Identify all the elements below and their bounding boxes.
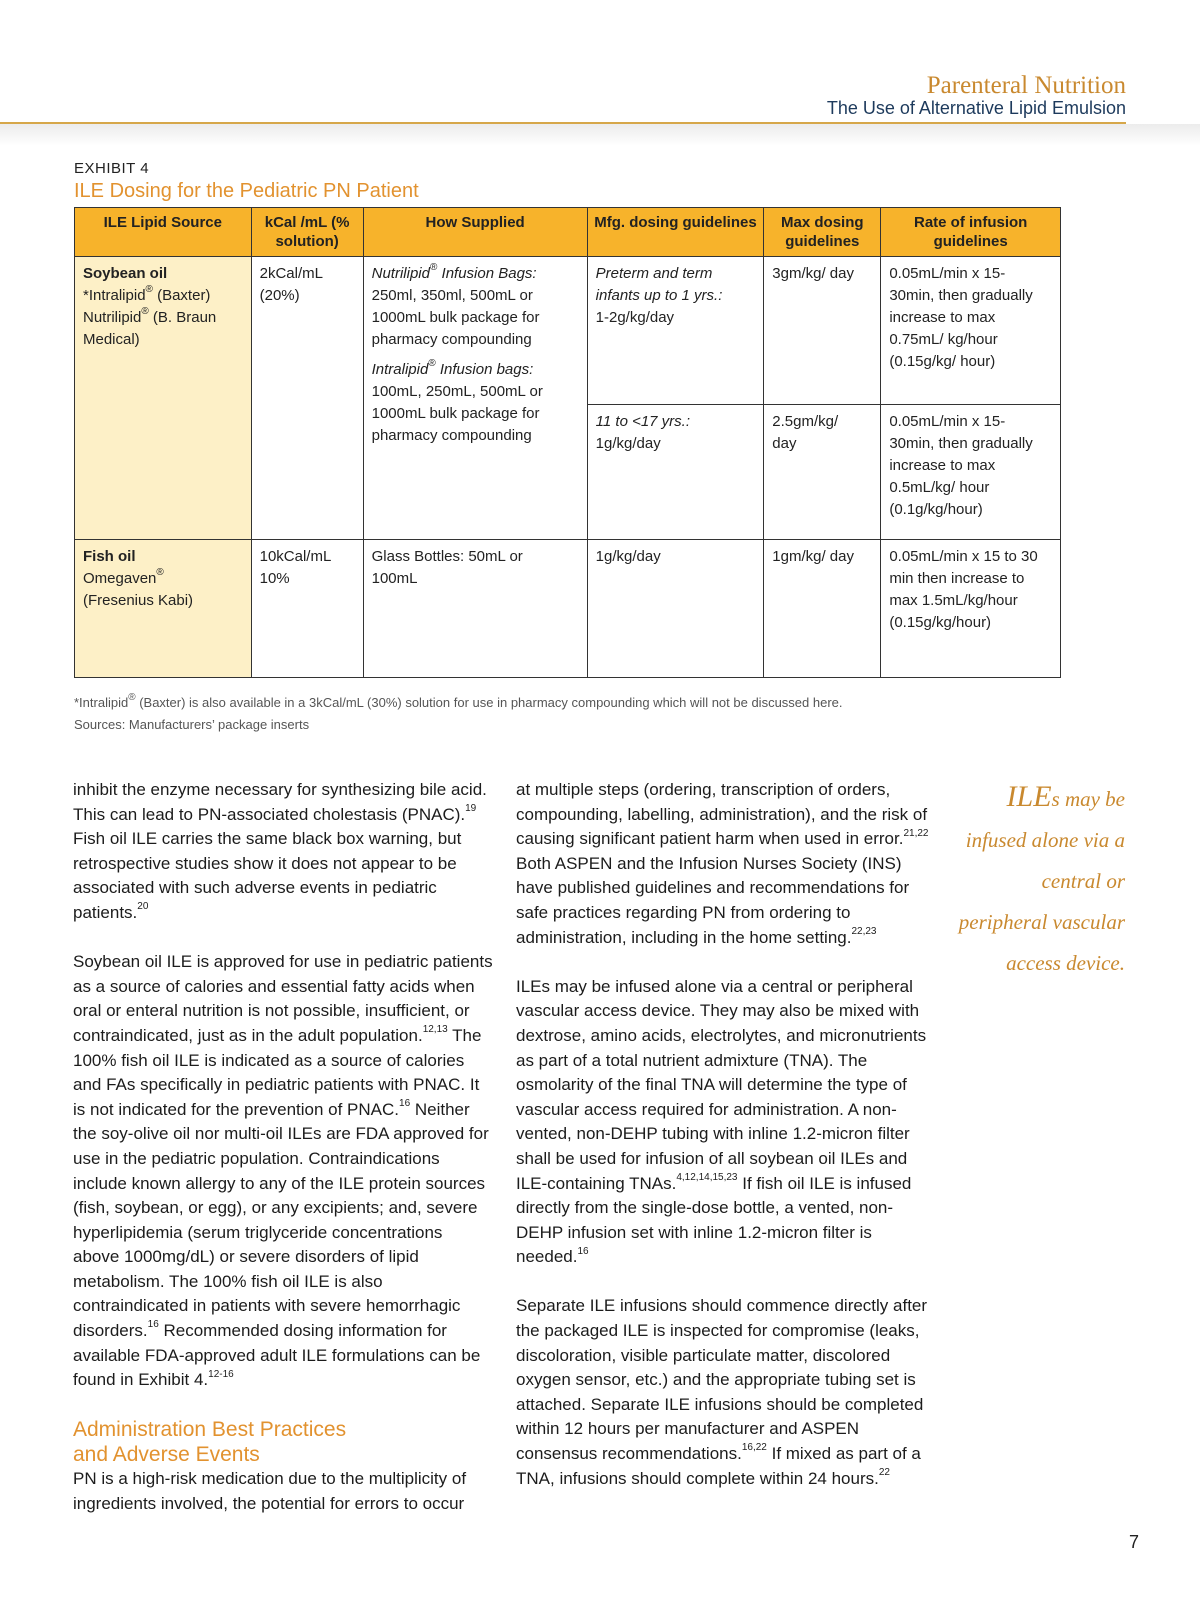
pull-quote-lead: ILE (1006, 780, 1052, 813)
supplied-detail: 250ml, 350ml, 500mL or 1000mL bulk package for pharmacy compounding (371, 287, 540, 348)
paragraph-text: Soybean oil ILE is approved for use in pediatric patients as a source of calories and essential fatty acids when oral or enteral nutrition is not possible, insufficient, or contraindicated, just as in the adult population. (73, 952, 493, 1045)
mfg-dosing-cell: 1g/kg/day (587, 540, 764, 678)
paragraph-text: Separate ILE infusions should commence directly after the packaged ILE is inspected for compromise (leaks, discoloration, visible particulate matter, discolored oxygen sensor, etc.) and the appropriate tubing set is attached. Separate ILE infusions should be completed within 12 hours per manufacturer and ASPEN consensus recommendations. (516, 1296, 928, 1464)
column-header: Max dosing guidelines (764, 208, 881, 257)
column-header: How Supplied (363, 208, 587, 257)
table-sources: Sources: Manufacturers’ package inserts (74, 717, 310, 732)
footnote-text: (Baxter) is also available in a 3kCal/mL (30%) solution for use in pharmacy compounding which will not be discussed here. (135, 695, 843, 710)
age-group: 11 to <17 yrs.: (595, 413, 691, 430)
body-column-left (73, 778, 493, 1517)
supplied-product: Intralipid (371, 361, 429, 378)
age-group: Preterm and term infants up to 1 yrs.: (595, 265, 723, 304)
rate-cell: 0.05mL/min x 15-30min, then gradually increase to max 0.5mL/kg/ hour (0.1g/kg/hour) (881, 405, 1061, 540)
body-column-right (516, 778, 936, 1491)
paragraph-text: Neither the soy-olive oil nor multi-oil ILEs are FDA approved for use in the pediatric population. Contraindications include known allergy to any of the ILE protein sources (fish, soybean, or egg), or any excipients; and, severe hyperlipidemia (serum triglyceride concentrations above 1000mg/dL) or severe disorders of lipid metabolism. The 100% fish oil ILE is also contraindicated in patients with severe hemorrhagic disorders. (73, 1099, 489, 1341)
column-header: Rate of infusion guidelines (881, 208, 1061, 257)
paragraph-text: If fish oil ILE is infused directly from the single-dose bottle, a vented, non-DEHP infusion set with inline 1.2-micron filter is needed. (516, 1173, 912, 1267)
table-row (75, 257, 1061, 405)
registered-mark: ® (429, 262, 438, 273)
supplied-container: Infusion Bags: (437, 265, 537, 282)
supplied-detail: 100mL, 250mL, 500mL or 1000mL bulk package for pharmacy compounding (371, 383, 543, 444)
paragraph-text: Recommended dosing information for available FDA-approved adult ILE formulations can be found in Exhibit 4. (73, 1321, 481, 1390)
max-dosing-cell: 1gm/kg/ day (764, 540, 881, 678)
source-name: Soybean oil (83, 265, 168, 282)
paragraph (516, 975, 936, 1270)
supplied-product: Nutrilipid (371, 265, 430, 282)
supplied-cell: Glass Bottles: 50mL or 100mL (363, 540, 587, 678)
registered-mark: ® (141, 306, 149, 317)
source-cell-soybean (75, 257, 252, 540)
paragraph (73, 950, 493, 1393)
source-brand: Omegaven (83, 570, 157, 587)
column-header: Mfg. dosing guidelines (587, 208, 764, 257)
table-row (75, 540, 1061, 678)
citation: 16,22 (741, 1442, 767, 1454)
section-heading-line: Administration Best Practices (73, 1418, 347, 1442)
paragraph-text: Both ASPEN and the Infusion Nurses Society (INS) have published guidelines and recommendations for safe practices regarding PN from ordering to administration, including in the home setting. (516, 853, 910, 947)
citation: 12,13 (422, 1024, 448, 1036)
citation: 4,12,14,15,23 (676, 1171, 738, 1183)
dose: 1g/kg/day (595, 435, 661, 452)
registered-mark: ® (156, 567, 164, 578)
citation: 22,23 (851, 925, 877, 937)
paragraph-text: Fish oil ILE carries the same black box warning, but retrospective studies show it does not appear to be associated with such adverse events in pediatric patients. (73, 829, 462, 922)
paragraph: PN is a high-risk medication due to the multiplicity of ingredients involved, the potential for errors to occur (73, 1469, 467, 1514)
source-cell-fish (75, 540, 252, 678)
source-brand: *Intralipid (83, 287, 146, 304)
footnote-brand: *Intralipid (74, 695, 129, 710)
supplied-container: Infusion bags: (435, 361, 534, 378)
section-heading-line: and Adverse Events (73, 1443, 260, 1467)
paragraph (516, 1294, 936, 1491)
table-footnote (74, 691, 843, 710)
dose: 1-2g/kg/day (595, 309, 675, 326)
mfg-dosing-cell (587, 257, 764, 405)
paragraph-text: inhibit the enzyme necessary for synthesizing bile acid. This can lead to PN-associated cholestasis (PNAC). (73, 780, 487, 824)
registered-mark: ® (145, 284, 153, 295)
source-maker: (Baxter) (152, 287, 211, 304)
max-dosing-cell: 2.5gm/kg/ day (764, 405, 881, 540)
running-header-subtitle: The Use of Alternative Lipid Emulsion (826, 98, 1126, 118)
paragraph-text: ILEs may be infused alone via a central or peripheral vascular access device. They may also be mixed with dextrose, amino acids, electrolytes, and micronutrients as part of a total nutrient admixture (TNA). The osmolarity of the final TNA will determine the type of vascular access required for administration. A non-vented, non-DEHP tubing with inline 1.2-micron filter shall be used for infusion of all soybean oil ILEs and ILE-containing TNAs. (516, 976, 927, 1193)
ile-dosing-table (74, 207, 1061, 678)
paragraph (516, 778, 936, 950)
source-maker: (B. Braun Medical) (83, 309, 217, 348)
citation: 20 (137, 901, 149, 913)
source-brand: Nutrilipid (83, 309, 142, 326)
paragraph-text: at multiple steps (ordering, transcription of orders, compounding, labelling, administration), and the risk of causing significant patient harm when used in error. (516, 780, 928, 849)
citation: 21,22 (903, 827, 929, 839)
source-name: Fish oil (83, 548, 136, 565)
registered-mark: ® (128, 691, 136, 703)
exhibit-label: EXHIBIT 4 (74, 160, 150, 177)
kcal-cell: 2kCal/mL (20%) (251, 257, 363, 540)
header-shadow-band (0, 124, 1200, 146)
citation: 19 (465, 802, 477, 814)
paragraph-text: If mixed as part of a TNA, infusions should complete within 24 hours. (516, 1444, 921, 1488)
citation: 16 (147, 1319, 159, 1331)
citation: 16 (577, 1245, 589, 1257)
column-header: kCal /mL (% solution) (251, 208, 363, 257)
column-header: ILE Lipid Source (75, 208, 252, 257)
source-maker: (Fresenius Kabi) (83, 592, 194, 609)
rate-cell: 0.05mL/min x 15-30min, then gradually increase to max 0.75mL/ kg/hour (0.15g/kg/ hour) (881, 257, 1061, 405)
paragraph-text: The 100% fish oil ILE is indicated as a source of calories and FAs specifically in pediatric patients with PNAC. It is not indicated for the prevention of PNAC. (73, 1025, 482, 1119)
citation: 16 (399, 1098, 411, 1110)
running-header-title: Parenteral Nutrition (926, 72, 1126, 99)
paragraph (73, 778, 493, 926)
page-number: 7 (1129, 1532, 1140, 1552)
max-dosing-cell: 3gm/kg/ day (764, 257, 881, 405)
citation: 22 (878, 1466, 890, 1478)
citation: 12-16 (208, 1368, 234, 1380)
registered-mark: ® (428, 358, 436, 369)
supplied-cell (363, 257, 587, 540)
kcal-cell: 10kCal/mL 10% (251, 540, 363, 678)
rate-cell: 0.05mL/min x 15 to 30 min then increase to max 1.5mL/kg/hour (0.15g/kg/hour) (881, 540, 1061, 678)
pull-quote (955, 776, 1125, 984)
table-header-row (75, 208, 1061, 257)
mfg-dosing-cell (587, 405, 764, 540)
exhibit-title: ILE Dosing for the Pediatric PN Patient (74, 180, 419, 202)
pull-quote-text: s may be infused alone via a central or peripheral vascular access device. (958, 787, 1125, 975)
section-heading (73, 1417, 493, 1467)
